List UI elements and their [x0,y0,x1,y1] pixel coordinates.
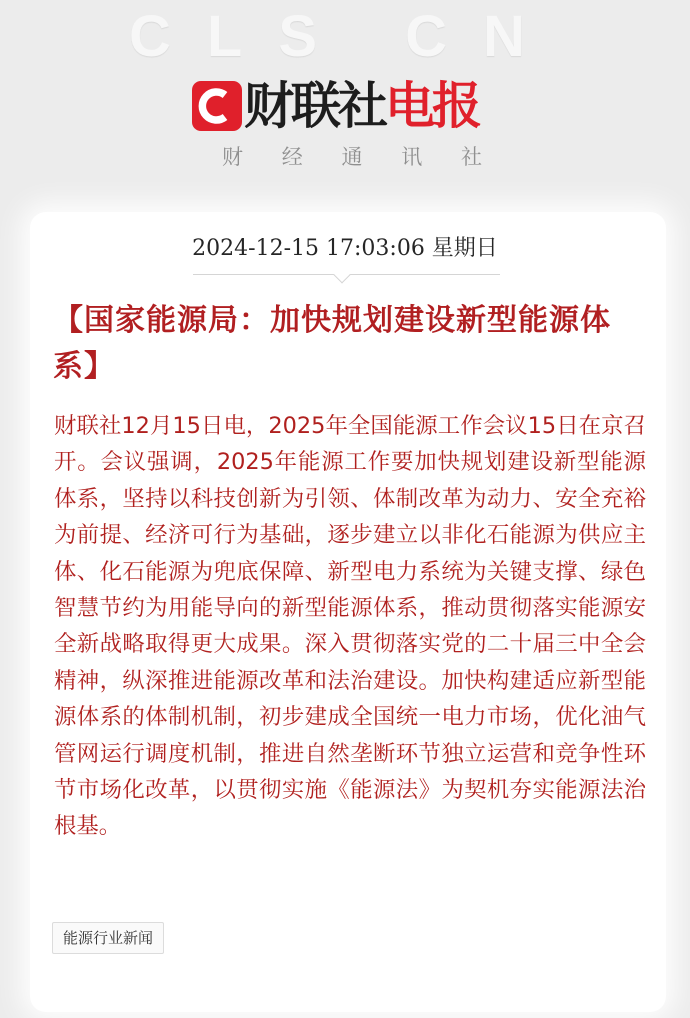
slogan-char: 讯 [401,145,423,169]
cls-logo-icon [192,81,242,131]
category-tag[interactable]: 能源行业新闻 [52,922,164,954]
article-datetime: 2024-12-15 17:03:06 星期日 [192,236,498,261]
slogan-char: 经 [281,145,303,169]
brand-slogan [222,143,482,171]
article-body: 财联社12月15日电，2025年全国能源工作会议15日在京召开。会议强调，2025年能源工作要加快规划建设新型能源体系，坚持以科技创新为引领、体制改革为动力、安全充裕为前提、经济可行为基础，逐步建立以非化石能源为供应主体、化石能源为兜底保障、新型电力系统为关键支撑、绿色智慧节约为用能导向的新型能源体系，推动贯彻落实能源安全新战略取得更大成果。深入贯彻落实党的二十届三中全会精神，纵深推进能源改革和法治建设。加快构建适应新型能源体系的体制机制，初步建成全国统一电力市场，优化油气管网运行调度机制，推进自然垄断环节独立运营和竞争性环节市场化改革，以贯彻实施《能源法》为契机夯实能源法治根基。 [54,413,646,840]
brand-name [244,78,479,134]
slogan-char: 社 [461,145,482,169]
c-letter-icon [192,81,242,131]
brand-name-black: 财联社 [244,77,385,135]
article-headline: 【国家能源局：加快规划建设新型能源体系】 [53,303,611,384]
brand-logo [192,78,479,134]
slogan-char: 财 [222,145,243,169]
watermark-text: CLS CN [129,4,561,69]
brand-name-red: 电报 [385,77,479,135]
slogan-char: 通 [341,145,363,169]
